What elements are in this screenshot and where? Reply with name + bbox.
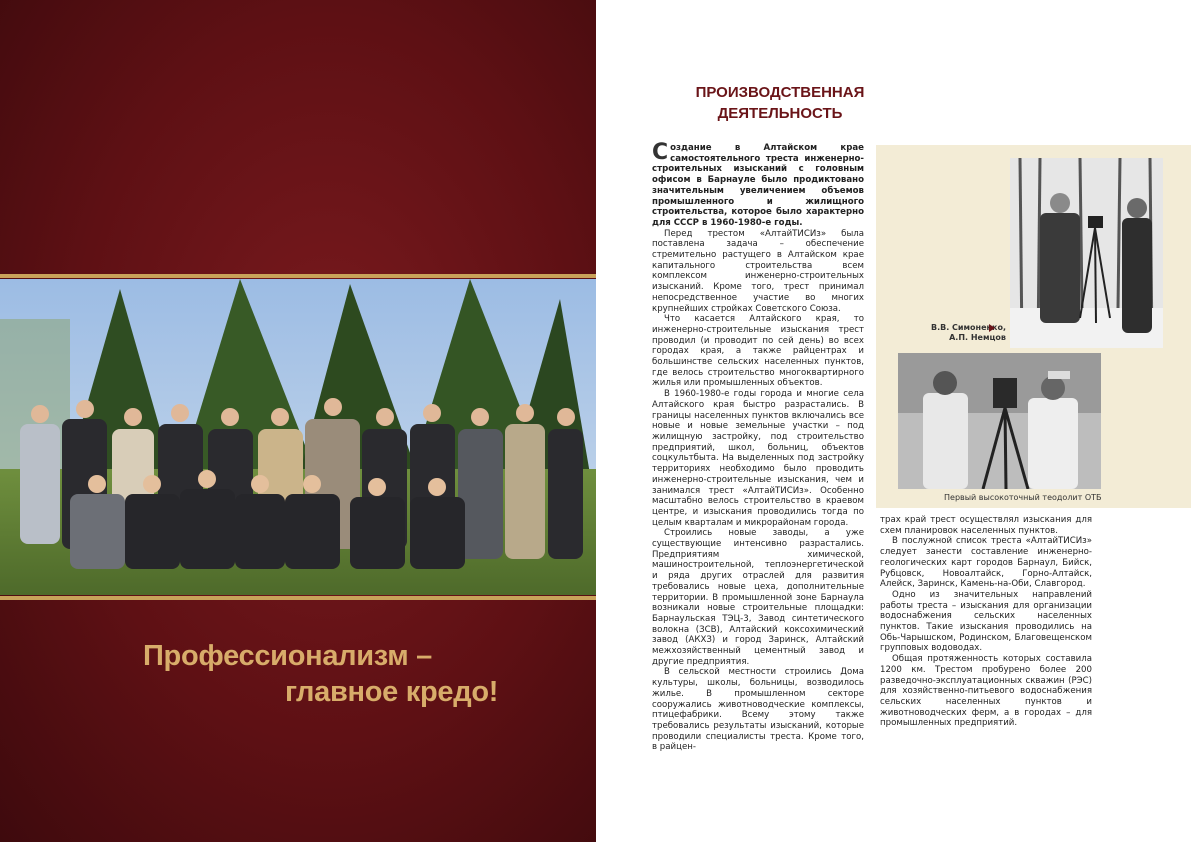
paragraph: В 1960-1980-е годы города и многие села Алтайского края быстро разрастались. В границы населенных пунктов включались все новые и новые земельные участки – под жилищную застройку, под строительство предприятий, школ, больниц, объектов соцкультбыта. На выделенных под застройку территориях необходимо было проводить инженерно-строительные изыскания, чем и занимался трест «АлтайТИСИз». Особенно масштабно велось строительство в краевом центре, и изыскания проводились тогда по целым кварталам и микрорайонам города. bbox=[652, 389, 864, 528]
caption-line-2: А.П. Немцов bbox=[949, 333, 1006, 342]
group-photo bbox=[0, 279, 596, 595]
photo-panel bbox=[876, 145, 1191, 508]
surveyors-photo-image bbox=[1010, 158, 1163, 348]
motto-line-2: главное кредо! bbox=[285, 676, 499, 708]
paragraph: трах край трест осуществлял изыскания для схем планировок населенных пунктов. bbox=[880, 515, 1092, 536]
paragraph: Строились новые заводы, а уже существующие интенсивно разрастались. Предприятиям химической, машиностроительной, теплоэнергетической и ряда других отраслей для развития требовались новые цеха, дополнительные территории. В промышленной зоне Барнаула возникали новые строительные площадки: Барнаульская ТЭЦ-3, Завод синтетического волокна (ЗСВ), Алтайский коксохимический завод (АКХЗ) и город Заринск, Алтайский межхозяйственный цементный завод и другие предприятия. bbox=[652, 528, 864, 667]
title-line-1: ПРОИЗВОДСТВЕННАЯ bbox=[695, 84, 865, 101]
gold-rule-top bbox=[0, 274, 596, 278]
motto bbox=[0, 632, 596, 732]
text-column-right bbox=[880, 515, 1092, 729]
paragraph: Что касается Алтайского края, то инженерно-строительные изыскания трест проводил (и проводит по сей день) во всех городах края, а также райцентрах и большинстве сельских населенных пунктов, где велось строительство многоквартирного жилья или промышленных объектов. bbox=[652, 314, 864, 389]
right-page bbox=[596, 0, 1191, 842]
caption-line-1: В.В. Симоненко, bbox=[930, 323, 1006, 332]
motto-line-1: Профессионализм – bbox=[143, 640, 432, 672]
caption-theodolite: Первый высокоточный теодолит ОТБ bbox=[944, 493, 1102, 502]
gold-rule-bottom bbox=[0, 596, 596, 600]
photo-surveyors-forest bbox=[1010, 158, 1163, 348]
paragraph: В сельской местности строились Дома культуры, школы, больницы, возводилось жилье. В промышленном секторе сооружались животноводческие комплексы, птицефабрики. Всему этому также требовались результаты изысканий, которые проводили специалисты треста. Кроме того, в райцен- bbox=[652, 667, 864, 753]
text-column-left bbox=[652, 140, 864, 753]
paragraph: В послужной список треста «АлтайТИСИз» следует занести составление инженерно-геологических карт городов Барнаул, Бийск, Рубцовск, Новоалтайск, Горно-Алтайск, Алейск, Заринск, Камень-на-Оби, Славгород. bbox=[880, 536, 1092, 590]
lead-text: оздание в Алтайском крае самостоятельного треста инженерно-строительных изысканий с головным офисом в Барнауле было продиктовано значительным увеличением объемов промышленного и жилищного строительства, которое было характерно для СССР в 1960-1980-е годы. bbox=[652, 143, 864, 228]
theodolite-photo-image bbox=[898, 353, 1101, 489]
caption-arrow-icon bbox=[989, 324, 995, 332]
paragraph: Общая протяженность которых составила 1200 км. Трестом пробурено более 200 разведочно-эксплуатационных скважин (РЭС) для хозяйственно-питьевого водоснабжения сельских населенных пунктов и животноводческих ферм, а в городах – для промышленных предприятий. bbox=[880, 654, 1092, 729]
photo-theodolite bbox=[898, 353, 1101, 489]
drop-cap: С bbox=[652, 140, 669, 165]
page-title bbox=[680, 82, 880, 124]
lead-paragraph bbox=[652, 140, 864, 229]
paragraph: Одно из значительных направлений работы треста – изыскания для организации водоснабжения сельских населенных пунктов. Такие изыскания проводились на Обь-Чарышском, Родинском, Благовещенском групповых водоводах. bbox=[880, 589, 1092, 654]
group-photo-image bbox=[0, 279, 596, 595]
paragraph: Перед трестом «АлтайТИСИз» была поставлена задача – обеспечение стремительно растущего в Алтайском крае капитального строительства всем комплексом инженерно-строительных изысканий. Кроме того, трест принимал непосредственное участие во многих крупнейших стройках Советского Союза. bbox=[652, 228, 864, 314]
title-line-2: ДЕЯТЕЛЬНОСТЬ bbox=[717, 105, 843, 122]
